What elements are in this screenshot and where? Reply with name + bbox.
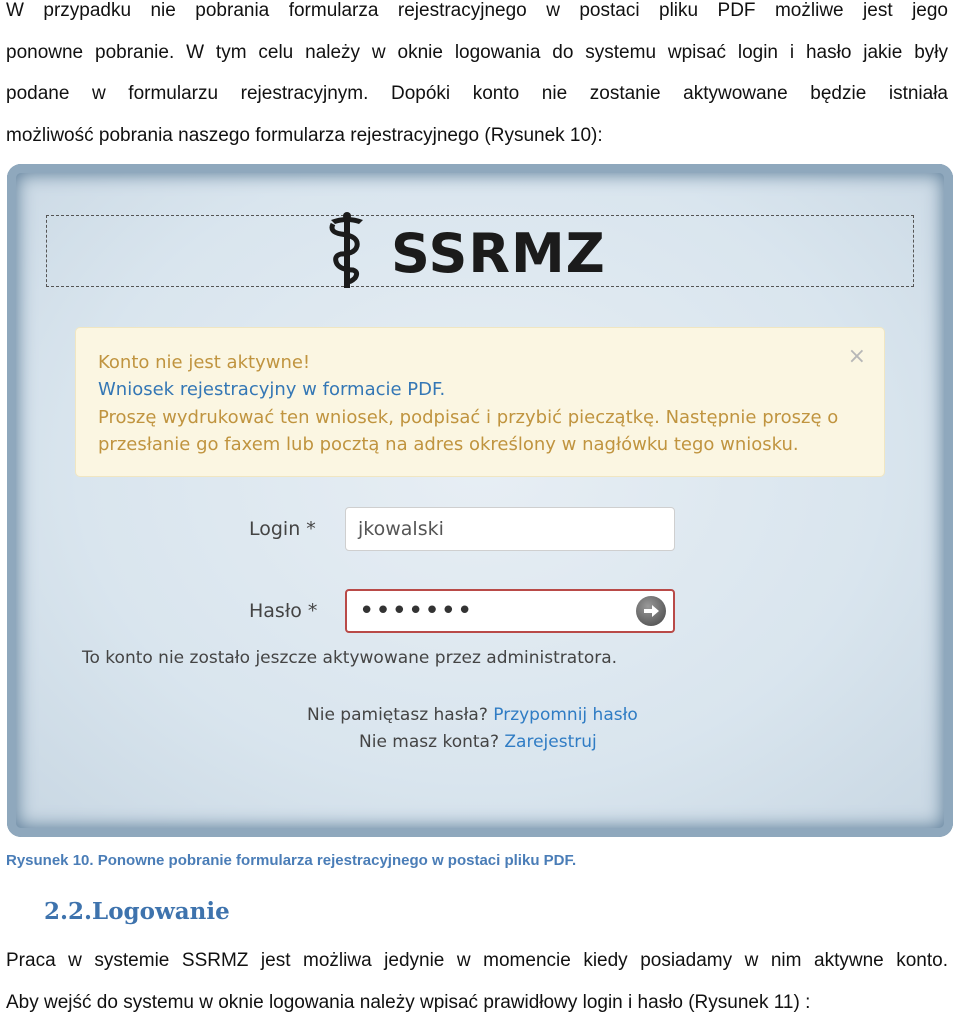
- logo: [319, 212, 375, 297]
- section-line: Aby wejść do systemu w oknie logowania należy wpisać prawidłowy login i hasło (Rysunek 11) :: [6, 982, 948, 1023]
- intro-line: podane w formularzu rejestracyjnym. Dopóki konto nie zostanie aktywowane będzie istniała: [6, 73, 948, 115]
- intro-line: W przypadku nie pobrania formularza rejestracyjnego w postaci pliku PDF możliwe jest jego: [6, 0, 948, 32]
- login-label: Login *: [249, 518, 316, 540]
- intro-line: możliwość pobrania naszego formularza rejestracyjnego (Rysunek 10):: [6, 115, 948, 157]
- login-screenshot: [7, 164, 953, 837]
- password-label: Hasło *: [249, 600, 317, 622]
- forgot-prompt: Nie pamiętasz hasła?: [307, 705, 488, 725]
- alert-title: Konto nie jest aktywne!: [98, 350, 310, 376]
- inactive-account-alert: [75, 327, 885, 477]
- submit-arrow-button[interactable]: [636, 596, 666, 626]
- register-row: [359, 732, 597, 752]
- section-line: Praca w systemie SSRMZ jest możliwa jedynie w momencie kiedy posiadamy w nim aktywne konto.: [6, 940, 948, 982]
- caduceus-icon: [319, 212, 375, 292]
- section-heading: 2.2.Logowanie: [44, 898, 230, 925]
- login-input[interactable]: jkowalski: [345, 507, 675, 551]
- logo-text: SSRMZ: [391, 224, 606, 284]
- close-icon[interactable]: ×: [848, 346, 866, 368]
- alert-text: przesłanie go faxem lub pocztą na adres określony w nagłówku tego wniosku.: [98, 432, 799, 458]
- intro-paragraph: [6, 0, 948, 156]
- forgot-password-row: [307, 705, 638, 725]
- register-link[interactable]: Zarejestruj: [504, 732, 596, 752]
- password-input[interactable]: [345, 589, 675, 633]
- intro-line: ponowne pobranie. W tym celu należy w oknie logowania do systemu wpisać login i hasło jakie były: [6, 32, 948, 74]
- arrow-right-icon: [641, 601, 661, 621]
- password-value: •••••••: [359, 596, 473, 626]
- forgot-password-link[interactable]: Przypomnij hasło: [493, 705, 638, 725]
- figure-caption: Rysunek 10. Ponowne pobranie formularza rejestracyjnego w postaci pliku PDF.: [6, 852, 576, 869]
- register-prompt: Nie masz konta?: [359, 732, 499, 752]
- alert-text: Proszę wydrukować ten wniosek, podpisać i przybić pieczątkę. Następnie proszę o: [98, 405, 838, 431]
- pdf-form-link[interactable]: Wniosek rejestracyjny w formacie PDF.: [98, 377, 445, 403]
- status-message: To konto nie zostało jeszcze aktywowane przez administratora.: [82, 648, 617, 668]
- section-paragraph: [6, 940, 948, 1023]
